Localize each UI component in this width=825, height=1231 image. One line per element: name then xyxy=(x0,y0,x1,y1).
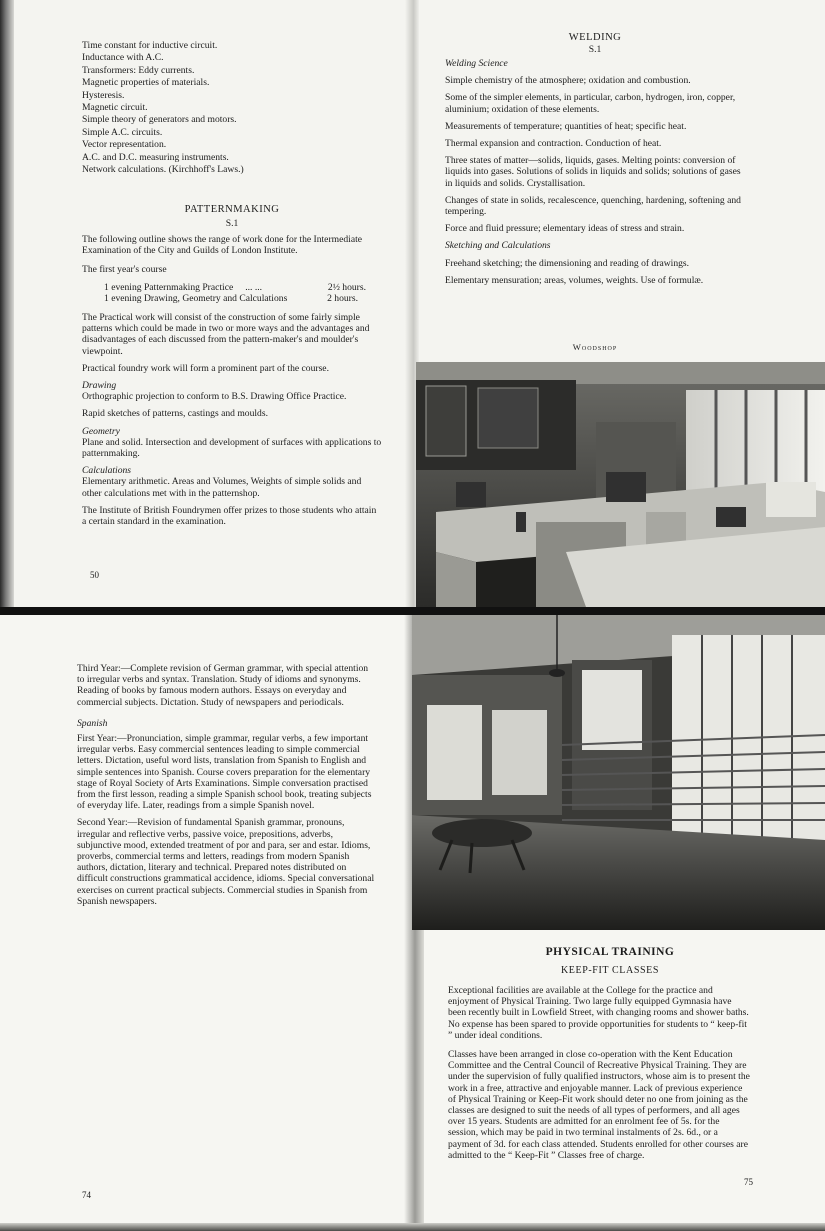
drawing-item: Rapid sketches of patterns, castings and moulds. xyxy=(82,408,268,420)
course-row xyxy=(82,282,382,293)
course-dots: ... ... xyxy=(245,281,263,293)
section-subheading: S.1 xyxy=(225,218,239,229)
section-heading: PATTERNMAKING xyxy=(184,204,280,215)
course-row xyxy=(82,293,382,304)
classes-paragraph: Classes have been arranged in close co-operation with the Kent Education Committee and the Central Council of Recreative Physical Training. They are under the supervision of fully qualified instructors, whose aim is to present the work in a free, attractive and enjoyable manner. Lack of previous experience of Physical Training or Keep-Fit work should deter no one from joining as the classes are designed to suit the needs of all types of performers, and all ages over 15 years. Students are admitted for an enrolment fee of 5s. for the session, which may be paid in two terminal instalments of 2s. 6d., or a payment of 3d. for each class attended. Students enrolled for other courses are admitted to the “ Keep-Fit ” Classes free of charge. xyxy=(448,1049,750,1161)
science-item: Changes of state in solids, recalescence, quenching, hardening, softening and tempering. xyxy=(445,194,741,218)
spanish-second-year: Second Year:—Revision of fundamental Spanish grammar, pronouns, irregular and reflective verbs, passive voice, prepositions, adverbs, subjunctive mood, extended treatment of por and para, ser and estar. Idioms, proverbs, commercial terms and letters, readings from modern Spanish authors, dictation, literary and technical. Prepared notes distributed on difficult constructions grammatical accidence, idioms. Special conversational exercises on current practical subjects. Commercial studies in Spanish from Spanish newspapers. xyxy=(77,817,375,907)
science-item: Thermal expansion and contraction. Conduction of heat. xyxy=(445,138,662,150)
topic-item: Magnetic properties of materials. xyxy=(82,77,210,89)
woodshop-photo xyxy=(416,362,825,607)
topic-item: Time constant for inductive circuit. xyxy=(82,40,218,51)
topic-item: Inductance with A.C. xyxy=(82,52,164,64)
topic-item: Transformers: Eddy currents. xyxy=(82,64,195,76)
prize-paragraph: The Institute of British Foundrymen offer prizes to those students who attain a certain standard in the examination. xyxy=(82,504,377,528)
intro-paragraph: The following outline shows the range of work done for the Intermediate Examination of the City and Guilds of London Institute. xyxy=(82,234,363,257)
science-item: Simple chemistry of the atmosphere; oxidation and combustion. xyxy=(445,75,691,87)
course-label: 1 evening Patternmaking Practice xyxy=(104,281,234,293)
german-third-year: Third Year:—Complete revision of German grammar, with special attention to irregular verbs and syntax. Translation. Study of idioms and synonyms. Reading of books by famous modern authors. Essays on everyday and commercial subjects. Dictation. Study of newspapers and periodicals. xyxy=(77,663,369,708)
science-item: Three states of matter—solids, liquids, gases. Melting points: conversion of liquids into gases. Solutions of solids in liquids and solids; solutions of gases in liquids and solids. Crystallisation. xyxy=(445,155,741,189)
photo-caption: Woodshop xyxy=(572,342,618,352)
science-item: Some of the simpler elements, in particular, carbon, hydrogen, iron, copper, aluminium; oxidation of these elements. xyxy=(445,92,736,115)
topic-list xyxy=(82,40,402,176)
patternmaking-body xyxy=(82,234,382,533)
calculations-item: Elementary arithmetic. Areas and Volumes, Weights of simple solids and other calculations met with in the patternshop. xyxy=(82,476,362,499)
sketch-item: Freehand sketching; the dimensioning and reading of drawings. xyxy=(445,257,690,269)
calculations-heading: Calculations xyxy=(82,465,132,477)
course-hours: 2½ hours. xyxy=(327,281,366,293)
woodshop-photo-illustration xyxy=(416,362,825,607)
topic-item: A.C. and D.C. measuring instruments. xyxy=(82,151,229,163)
science-item: Measurements of temperature; quantities of heat; specific heat. xyxy=(445,120,687,132)
section-heading: WELDING xyxy=(568,32,622,43)
spread-divider xyxy=(0,607,825,615)
top-spread xyxy=(0,0,825,607)
facilities-paragraph: Exceptional facilities are available at the College for the practice and enjoyment of Physical Training. Two large fully equipped Gymnasia have been recently built in Lowfield Street, with changing rooms and shower baths. No expense has been spared to provide opportunities for students to “ keep-fit ” under ideal conditions. xyxy=(448,985,749,1041)
page-number: 74 xyxy=(82,1190,91,1200)
science-item: Force and fluid pressure; elementary ideas of stress and strain. xyxy=(445,223,685,235)
welding-science-heading: Welding Science xyxy=(445,58,508,69)
gymnasium-photo-illustration xyxy=(412,615,825,930)
topic-item: Hysteresis. xyxy=(82,89,125,101)
first-year-label: The first year's course xyxy=(82,264,167,276)
spanish-heading: Spanish xyxy=(77,717,108,729)
right-page-51 xyxy=(445,32,805,362)
topic-item: Vector representation. xyxy=(82,139,167,151)
spanish-first-year: First Year:—Pronunciation, simple grammar, regular verbs, a few important irregular verbs. Easy commercial sentences leading to simple commercial letters. Dictation, useful word lists, translation from Spanish to English and simple sentences into Spanish. Course covers preparation for the elementary stage of Royal Society of Arts Examinations. Simple conversation practised from the first lesson, reading a simple Spanish school book, treating subjects of everyday life. Later, readings from a simple Spanish novel. xyxy=(77,733,372,812)
course-hours: 2 hours. xyxy=(327,292,358,304)
section-subheading: KEEP-FIT CLASSES xyxy=(560,965,660,976)
geometry-heading: Geometry xyxy=(82,425,120,437)
topic-item: Simple A.C. circuits. xyxy=(82,126,163,138)
topic-item: Magnetic circuit. xyxy=(82,102,148,114)
geometry-item: Plane and solid. Intersection and development of surfaces with applications to patternmaking. xyxy=(82,436,382,460)
bottom-spread xyxy=(0,615,825,1231)
bottom-edge xyxy=(0,1223,825,1231)
course-label: 1 evening Drawing, Geometry and Calculations xyxy=(104,292,288,304)
sketching-heading: Sketching and Calculations xyxy=(445,240,551,252)
gymnasium-photo xyxy=(412,615,825,930)
page-number: 75 xyxy=(744,1177,753,1187)
practical-paragraph: The Practical work will consist of the construction of some fairly simple patterns which could be made in two or more ways and the advantages and disadvantages of each discussed from the pattern-maker's and moulder's viewpoint. xyxy=(82,312,370,357)
sketch-item: Elementary mensuration; areas, volumes, weights. Use of formulæ. xyxy=(445,274,704,286)
left-page-50 xyxy=(82,40,402,600)
section-heading: PHYSICAL TRAINING xyxy=(545,946,675,958)
drawing-item: Orthographic projection to conform to B.S. Drawing Office Practice. xyxy=(82,391,347,403)
section-subheading: S.1 xyxy=(588,44,602,55)
topic-item: Network calculations. (Kirchhoff's Laws.) xyxy=(82,164,244,176)
topic-item: Simple theory of generators and motors. xyxy=(82,114,237,126)
binding-edge-left xyxy=(0,0,14,607)
drawing-heading: Drawing xyxy=(82,380,117,392)
left-page-74 xyxy=(77,663,375,913)
welding-body xyxy=(445,58,750,292)
page-number: 50 xyxy=(90,570,99,580)
foundry-paragraph: Practical foundry work will form a prominent part of the course. xyxy=(82,362,329,374)
physical-training-body xyxy=(448,985,750,1167)
